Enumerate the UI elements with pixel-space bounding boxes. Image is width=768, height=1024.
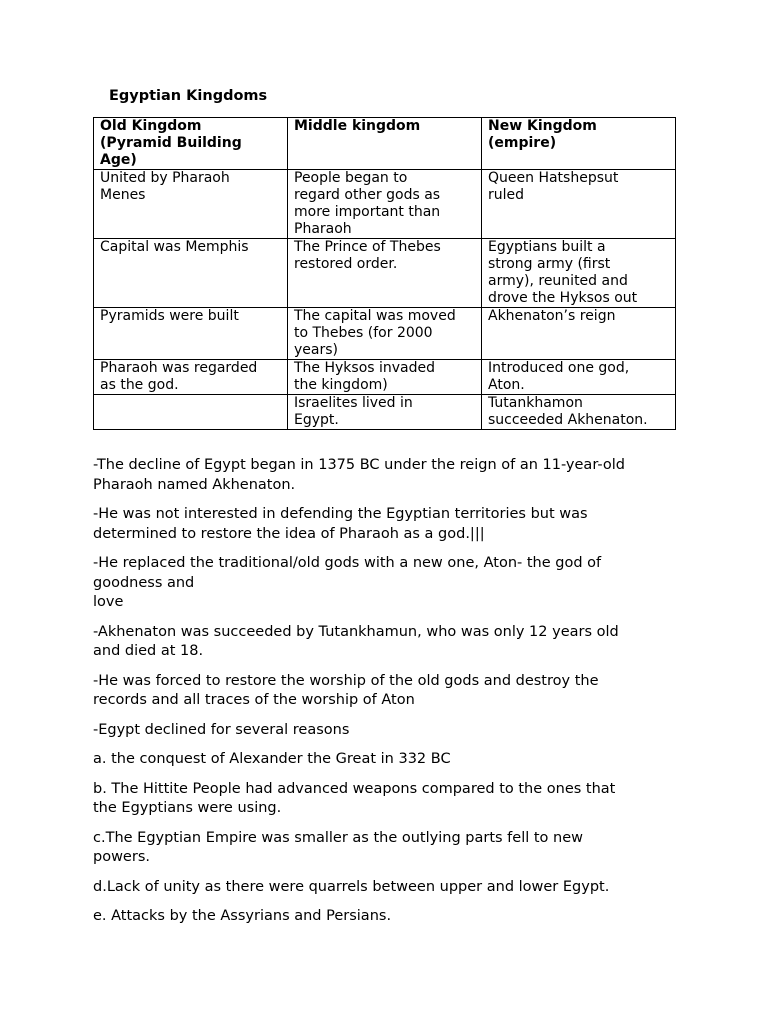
- table-header-row: [94, 118, 676, 170]
- table-cell: Egyptians built a strong army (first army), reunited and drove the Hyksos out: [482, 239, 676, 308]
- document-body: [93, 456, 683, 937]
- table-cell: Pharaoh was regarded as the god.: [94, 360, 288, 395]
- table-cell: Israelites lived in Egypt.: [288, 395, 482, 430]
- table-row: [94, 395, 676, 430]
- paragraph: -Egypt declined for several reasons: [93, 721, 350, 738]
- table-row: [94, 308, 676, 360]
- table-cell: Queen Hatshepsut ruled: [482, 170, 676, 239]
- table-cell: [94, 395, 288, 430]
- list-item: e. Attacks by the Assyrians and Persians.: [93, 908, 392, 924]
- kingdoms-table: [93, 117, 676, 430]
- table-cell: Tutankhamon succeeded Akhenaton.: [482, 395, 676, 430]
- table-cell: Pyramids were built: [94, 308, 288, 360]
- paragraph: -The decline of Egypt began in 1375 BC under the reign of an 11-year-old Pharaoh named Akhenaton.: [93, 457, 625, 493]
- table-cell: Capital was Memphis: [94, 239, 288, 308]
- table-cell: Akhenaton’s reign: [482, 308, 676, 360]
- list-item: d.Lack of unity as there were quarrels between upper and lower Egypt.: [93, 878, 610, 895]
- table-cell: Introduced one god, Aton.: [482, 360, 676, 395]
- header-middle-kingdom: Middle kingdom: [288, 118, 482, 170]
- paragraph: -Akhenaton was succeeded by Tutankhamun, who was only 12 years old and died at 18.: [93, 623, 619, 659]
- paragraph: -He was forced to restore the worship of the old gods and destroy the records and all traces of the worship of Aton: [93, 672, 599, 708]
- table-cell: The Hyksos invaded the kingdom): [288, 360, 482, 395]
- table-row: [94, 170, 676, 239]
- list-item: b. The Hittite People had advanced weapons compared to the ones that the Egyptians were using.: [93, 780, 616, 816]
- table-row: [94, 360, 676, 395]
- paragraph: -He was not interested in defending the Egyptian territories but was determined to restore the idea of Pharaoh as a god.|||: [93, 506, 588, 542]
- table-cell: United by Pharaoh Menes: [94, 170, 288, 239]
- table-row: [94, 239, 676, 308]
- list-item: a. the conquest of Alexander the Great in 332 BC: [93, 751, 451, 767]
- table-cell: The capital was moved to Thebes (for 2000 years): [288, 308, 482, 360]
- document-title: Egyptian Kingdoms: [109, 88, 268, 104]
- table-cell: The Prince of Thebes restored order.: [288, 239, 482, 308]
- header-old-kingdom: Old Kingdom (Pyramid Building Age): [94, 118, 288, 170]
- table-cell: People began to regard other gods as more important than Pharaoh: [288, 170, 482, 239]
- paragraph: -He replaced the traditional/old gods with a new one, Aton- the god of goodness and love: [93, 555, 602, 610]
- header-new-kingdom: New Kingdom (empire): [482, 118, 676, 170]
- list-item: c.The Egyptian Empire was smaller as the outlying parts fell to new powers.: [93, 829, 583, 865]
